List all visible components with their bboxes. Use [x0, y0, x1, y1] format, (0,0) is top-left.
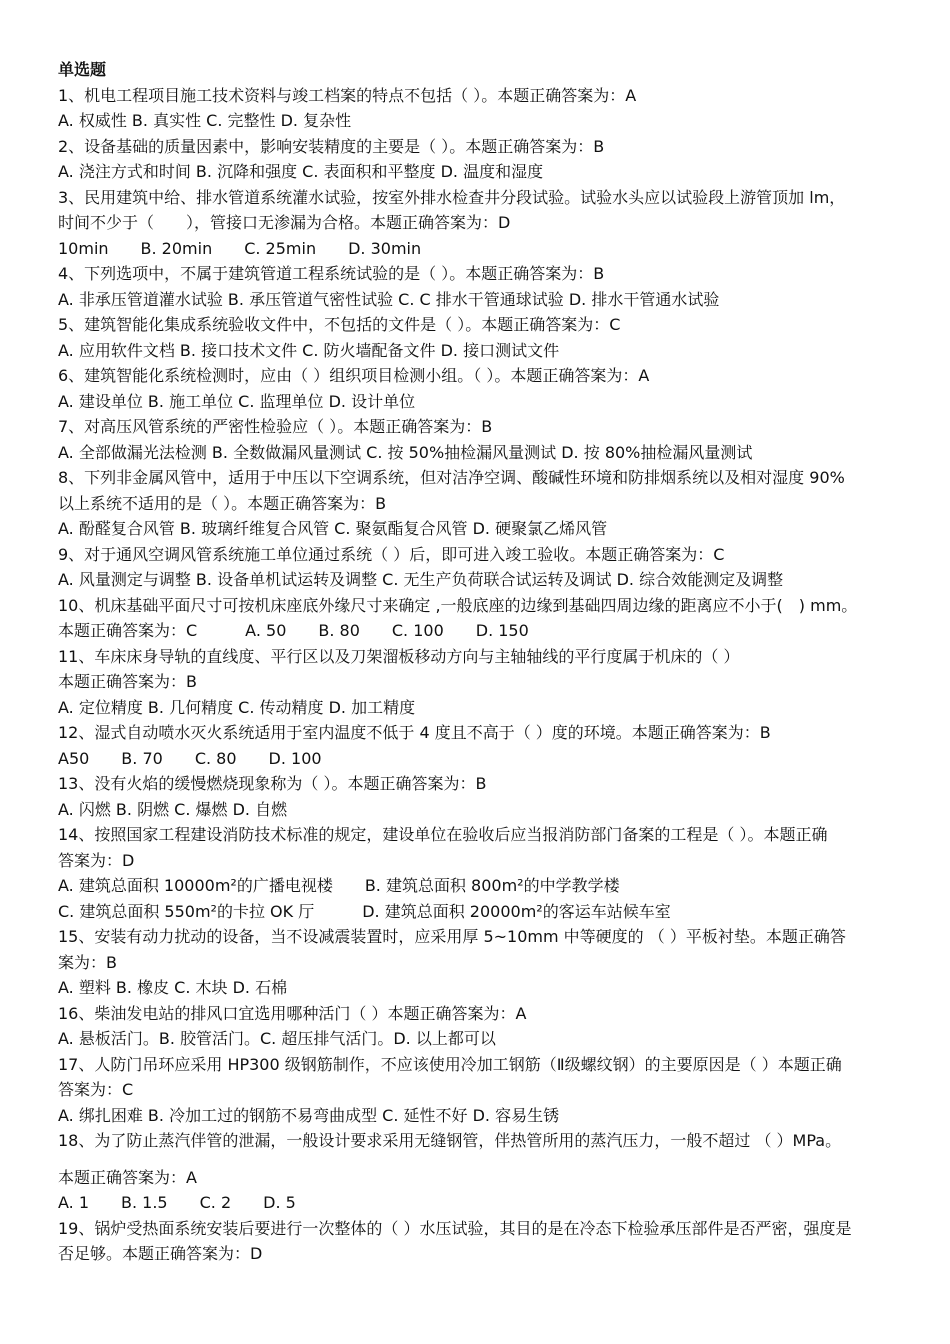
- text-line: A. 浇注方式和时间 B. 沉降和强度 C. 表面积和平整度 D. 温度和湿度: [58, 162, 544, 181]
- text-line: 8、下列非金属风管中，适用于中压以下空调系统，但对洁净空调、酸碱性环境和防排烟系统以及相对湿度 90%: [58, 468, 845, 487]
- text-line: 19、锅炉受热面系统安装后要进行一次整体的（ ）水压试验，其目的是在冷态下检验承压部件是否严密，强度是: [58, 1218, 852, 1238]
- text-line: 5、建筑智能化集成系统验收文件中，不包括的文件是（ ）。本题正确答案为：C: [58, 315, 621, 334]
- text-line: 16、柴油发电站的排风口宜选用哪种活门（ ）本题正确答案为：A: [58, 1003, 527, 1023]
- text-line: 15、安装有动力扰动的设备，当不设减震装置时，应采用厚 5~10mm 中等硬度的 （ ）平板衬垫。本题正确答: [58, 927, 846, 946]
- text-line: 13、没有火焰的缓慢燃烧现象称为（ ）。本题正确答案为：B: [58, 774, 487, 793]
- text-line: A. 应用软件文档 B. 接口技术文件 C. 防火墙配备文件 D. 接口测试文件: [58, 340, 560, 360]
- text-line: A. 绑扎困难 B. 冷加工过的钢筋不易弯曲成型 C. 延性不好 D. 容易生锈: [58, 1105, 560, 1125]
- text-line: A. 悬板活门。B. 胶管活门。C. 超压排气活门。D. 以上都可以: [58, 1029, 496, 1048]
- text-line: A. 非承压管道灌水试验 B. 承压管道气密性试验 C. C 排水干管通球试验 D. 排水干管通水试验: [58, 289, 720, 309]
- text-line: 4、下列选项中，不属于建筑管道工程系统试验的是（ ）。本题正确答案为：B: [58, 264, 605, 283]
- text-line: 1、机电工程项目施工技术资料与竣工档案的特点不包括（ ）。本题正确答案为：A: [58, 85, 637, 105]
- text-line: 答案为：D: [58, 850, 135, 870]
- text-line: 17、人防门吊环应采用 HP300 级钢筋制作，不应该使用冷加工钢筋（Ⅱ级螺纹钢）的主要原因是（ ）本题正确: [58, 1054, 842, 1074]
- text-line: A. 建筑总面积 10000m²的广播电视楼 B. 建筑总面积 800m²的中学教学楼: [58, 876, 620, 895]
- text-line: 7、对高压风管系统的严密性检验应（ ）。本题正确答案为：B: [58, 417, 493, 436]
- text-line: A. 风量测定与调整 B. 设备单机试运转及调整 C. 无生产负荷联合试运转及调试 D. 综合效能测定及调整: [58, 570, 784, 589]
- question-list: [58, 83, 910, 1267]
- text-line: A. 全部做漏光法检测 B. 全数做漏风量测试 C. 按 50%抽检漏风量测试 D. 按 80%抽检漏风量测试: [58, 442, 753, 462]
- text-line: 本题正确答案为：A: [58, 1167, 197, 1187]
- text-line: A. 建设单位 B. 施工单位 C. 监理单位 D. 设计单位: [58, 391, 416, 411]
- text-line: 答案为：C: [58, 1080, 134, 1099]
- text-line: A50 B. 70 C. 80 D. 100: [58, 748, 322, 768]
- text-line: C. 建筑总面积 550m²的卡拉 OK 厅 D. 建筑总面积 20000m²的客运车站候车室: [58, 901, 671, 921]
- text-line: A. 塑料 B. 橡皮 C. 木块 D. 石棉: [58, 978, 288, 997]
- text-line: 10min B. 20min C. 25min D. 30min: [58, 238, 422, 258]
- text-line: 12、湿式自动喷水灭火系统适用于室内温度不低于 4 度且不高于（ ）度的环境。本题正确答案为：B: [58, 723, 771, 742]
- text-line: 6、建筑智能化系统检测时，应由（ ）组织项目检测小组。（ ）。本题正确答案为：A: [58, 366, 650, 385]
- text-line: A. 酚醛复合风管 B. 玻璃纤维复合风管 C. 聚氨酯复合风管 D. 硬聚氯乙烯风管: [58, 519, 608, 538]
- text-line: 本题正确答案为：C A. 50 B. 80 C. 100 D. 150: [58, 621, 529, 640]
- text-line: 本题正确答案为：B: [58, 672, 197, 691]
- text-line: 时间不少于（ ），管接口无渗漏为合格。本题正确答案为：D: [58, 213, 511, 232]
- text-line: 18、为了防止蒸汽伴管的泄漏，一般设计要求采用无缝钢管，伴热管所用的蒸汽压力，一般不超过 （ ）MPa。: [58, 1131, 842, 1150]
- text-line: A. 定位精度 B. 几何精度 C. 传动精度 D. 加工精度: [58, 697, 416, 717]
- text-line: 以上系统不适用的是（ ）。本题正确答案为：B: [58, 493, 387, 513]
- paragraph-gap: [58, 1154, 910, 1165]
- text-line: 11、车床床身导轨的直线度、平行区以及刀架溜板移动方向与主轴轴线的平行度属于机床的（ ）: [58, 646, 740, 666]
- text-line: A. 闪燃 B. 阴燃 C. 爆燃 D. 自燃: [58, 799, 288, 819]
- text-line: 2、设备基础的质量因素中，影响安装精度的主要是（ ）。本题正确答案为：B: [58, 136, 605, 156]
- text-line: 9、对于通风空调风管系统施工单位通过系统（ ）后，即可进入竣工验收。本题正确答案为：C: [58, 544, 725, 564]
- text-line: A. 1 B. 1.5 C. 2 D. 5: [58, 1193, 296, 1212]
- text-line: 否足够。本题正确答案为：D: [58, 1244, 263, 1263]
- section-heading: 单选题: [58, 60, 107, 79]
- text-line: 3、民用建筑中给、排水管道系统灌水试验，按室外排水检查井分段试验。试验水头应以试验段上游管顶加 lm，: [58, 187, 846, 207]
- text-line: 14、按照国家工程建设消防技术标准的规定，建设单位在验收后应当报消防部门备案的工程是（ ）。本题正确: [58, 825, 828, 844]
- text-line: 10、机床基础平面尺寸可按机床座底外缘尺寸来确定 ,一般底座的边缘到基础四周边缘的距离应不小于( ) mm。: [58, 595, 858, 615]
- text-line: A. 权威性 B. 真实性 C. 完整性 D. 复杂性: [58, 111, 352, 130]
- text-line: 案为：B: [58, 952, 117, 972]
